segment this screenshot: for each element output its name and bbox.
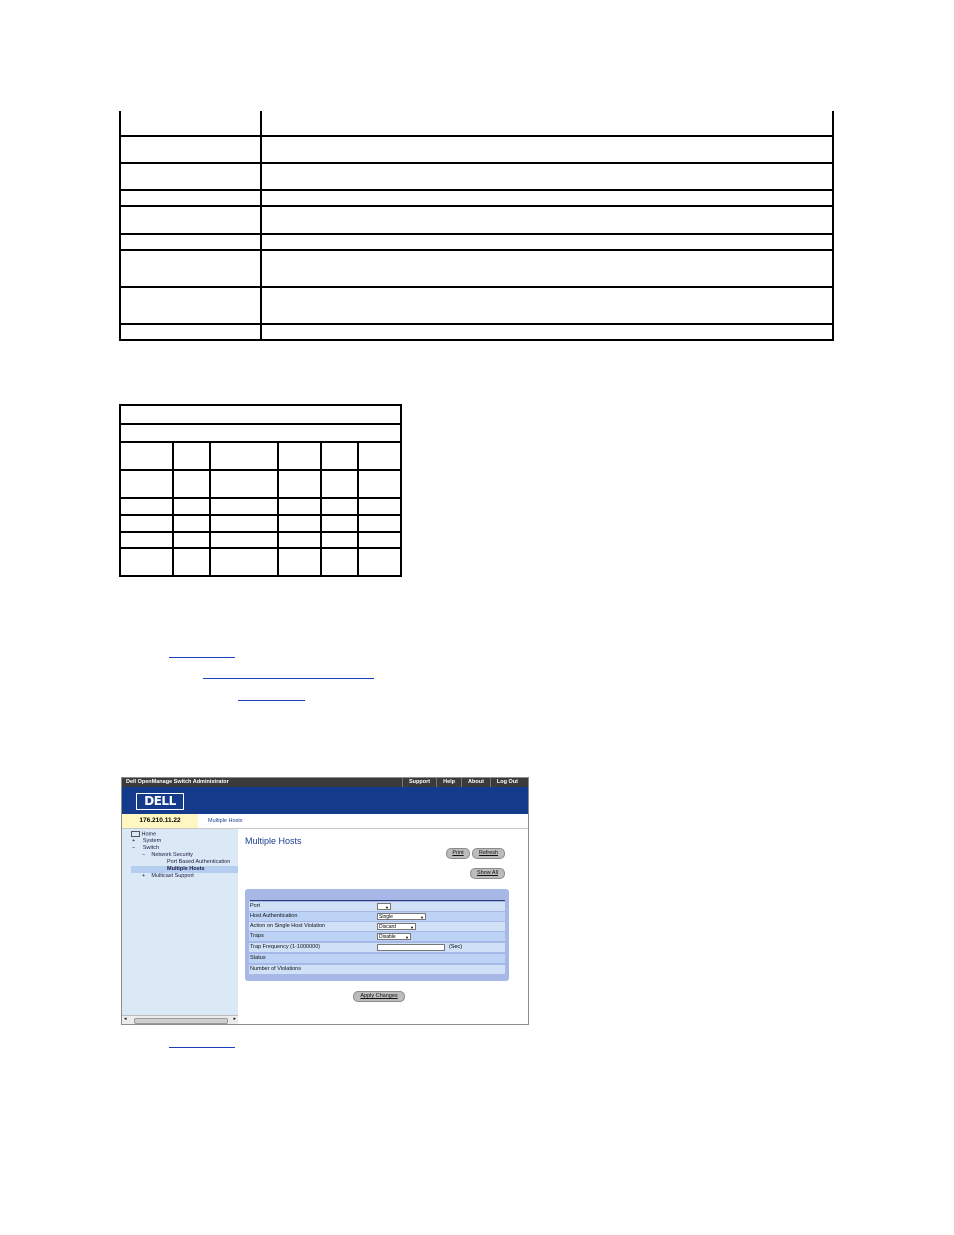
print-button[interactable]: Print: [446, 848, 470, 859]
table-cell: [120, 498, 173, 515]
collapse-icon[interactable]: −: [142, 852, 146, 858]
select-value: Discard: [379, 924, 396, 930]
table-cell: [358, 548, 401, 576]
settings-form: [245, 889, 509, 981]
table-cell: [261, 324, 833, 340]
app-title: Dell OpenManage Switch Administrator: [126, 779, 229, 785]
form-row-host-auth: [249, 912, 505, 921]
table-cell: [278, 515, 321, 532]
table-cell: [120, 234, 261, 250]
expand-icon[interactable]: +: [142, 873, 146, 879]
select-value: Disable: [379, 934, 396, 940]
port-select[interactable]: [377, 903, 391, 910]
traps-select[interactable]: [377, 933, 411, 940]
tree-item-multicast-support[interactable]: [142, 873, 194, 880]
table-cell: [278, 442, 321, 470]
header-bar: [122, 814, 528, 829]
host-auth-select[interactable]: [377, 913, 426, 920]
table-cell: [120, 190, 261, 206]
action-label: Action on Single Host Violation: [250, 923, 326, 929]
scrollbar-thumb[interactable]: [134, 1018, 228, 1024]
table-cell: [358, 442, 401, 470]
nav-link[interactable]: [169, 657, 235, 658]
trap-frequency-label: Trap Frequency (1-1000000): [250, 944, 321, 950]
menu-support[interactable]: Support: [402, 778, 436, 787]
menu-help[interactable]: Help: [436, 778, 461, 787]
ip-address: 176.210.11.22: [122, 814, 198, 828]
table-cell: [173, 442, 210, 470]
table-cell: [120, 424, 401, 442]
table-cell: [321, 548, 358, 576]
nav-link[interactable]: [169, 1047, 235, 1048]
table-cell: [278, 532, 321, 548]
table-cell: [358, 515, 401, 532]
dell-logo: DELL: [136, 793, 184, 810]
table-cell: [173, 548, 210, 576]
table-cell: [120, 532, 173, 548]
nav-tree: [122, 829, 238, 1015]
trap-frequency-input[interactable]: [377, 944, 445, 951]
table-cell: [120, 548, 173, 576]
table-cell: [278, 470, 321, 498]
table-cell: [120, 111, 261, 136]
tree-item-network-security[interactable]: [142, 852, 193, 859]
table-cell: [210, 515, 278, 532]
table-cell: [120, 324, 261, 340]
table-cell: [210, 470, 278, 498]
nav-link[interactable]: [238, 700, 305, 701]
table-cell: [261, 206, 833, 234]
table-cell: [261, 111, 833, 136]
tree-scrollbar[interactable]: [122, 1015, 238, 1025]
tree-label: Home: [141, 831, 157, 838]
banner: [122, 787, 528, 814]
host-auth-label: Host Authentication: [250, 913, 298, 919]
table-cell: [120, 515, 173, 532]
form-row-port: [249, 902, 505, 911]
description-table: [119, 111, 834, 341]
menu-logout[interactable]: Log Out: [490, 778, 524, 787]
dropdown-arrow-icon: ▼: [420, 915, 424, 920]
table-cell: [120, 405, 401, 424]
nav-link[interactable]: [203, 678, 374, 679]
table-cell: [358, 470, 401, 498]
apply-changes-button[interactable]: Apply Changes: [353, 991, 405, 1002]
folder-icon: [131, 831, 140, 837]
tree-label: Port Based Authentication: [167, 859, 231, 865]
table-cell: [261, 287, 833, 324]
show-all-button[interactable]: Show All: [470, 868, 505, 879]
menu-about[interactable]: About: [461, 778, 490, 787]
table-cell: [173, 498, 210, 515]
tree-item-multiple-hosts[interactable]: [131, 866, 238, 873]
table-cell: [173, 470, 210, 498]
table-cell: [261, 163, 833, 190]
tree-item-system[interactable]: [132, 838, 161, 845]
select-value: Single: [379, 914, 393, 920]
scroll-right-icon[interactable]: ▸: [233, 1016, 236, 1022]
collapse-icon[interactable]: −: [132, 845, 136, 851]
table-cell: [210, 532, 278, 548]
tree-item-switch[interactable]: [132, 845, 159, 852]
app-screenshot: [121, 777, 529, 1025]
form-row-trap-frequency: [249, 943, 505, 952]
port-label: Port: [250, 903, 261, 909]
form-row-status: [249, 954, 505, 963]
tree-item-port-based-auth[interactable]: [167, 859, 230, 866]
dropdown-arrow-icon: ▼: [410, 925, 414, 930]
form-divider: [250, 900, 505, 901]
scroll-left-icon[interactable]: ◂: [124, 1016, 127, 1022]
table-cell: [261, 250, 833, 287]
grid-table: [119, 404, 402, 577]
top-bar: [122, 778, 528, 787]
action-select[interactable]: [377, 923, 416, 930]
dropdown-arrow-icon: ▼: [385, 905, 389, 910]
table-cell: [210, 548, 278, 576]
table-cell: [120, 287, 261, 324]
page-title: Multiple Hosts: [245, 836, 302, 846]
table-cell: [321, 442, 358, 470]
table-cell: [210, 442, 278, 470]
table-cell: [120, 250, 261, 287]
form-row-action: [249, 922, 505, 931]
table-cell: [261, 136, 833, 163]
top-menu: [402, 778, 524, 787]
table-cell: [120, 206, 261, 234]
tree-label: Network Security: [151, 852, 193, 858]
table-cell: [358, 498, 401, 515]
table-cell: [120, 470, 173, 498]
dropdown-arrow-icon: ▼: [405, 935, 409, 940]
form-row-violations: [249, 965, 505, 974]
table-cell: [321, 515, 358, 532]
refresh-button[interactable]: Refresh: [472, 848, 505, 859]
tree-label: Switch: [142, 845, 160, 851]
tree-label: Multiple Hosts: [167, 866, 205, 872]
tree-label: Multicast Support: [151, 873, 194, 879]
table-cell: [278, 498, 321, 515]
status-label: Status: [250, 955, 266, 961]
table-cell: [278, 548, 321, 576]
table-cell: [120, 163, 261, 190]
table-cell: [321, 532, 358, 548]
unit-label: (Sec): [449, 944, 463, 950]
breadcrumb: Multiple Hosts: [208, 818, 243, 824]
table-cell: [173, 515, 210, 532]
table-cell: [261, 234, 833, 250]
table-cell: [358, 532, 401, 548]
expand-icon[interactable]: +: [132, 838, 136, 844]
table-cell: [321, 470, 358, 498]
table-cell: [173, 532, 210, 548]
table-cell: [321, 498, 358, 515]
violations-label: Number of Violations: [250, 966, 301, 972]
table-cell: [120, 136, 261, 163]
form-row-traps: [249, 932, 505, 941]
table-cell: [210, 498, 278, 515]
traps-label: Traps: [250, 933, 264, 939]
table-cell: [120, 442, 173, 470]
table-cell: [261, 190, 833, 206]
tree-label: System: [142, 838, 162, 844]
